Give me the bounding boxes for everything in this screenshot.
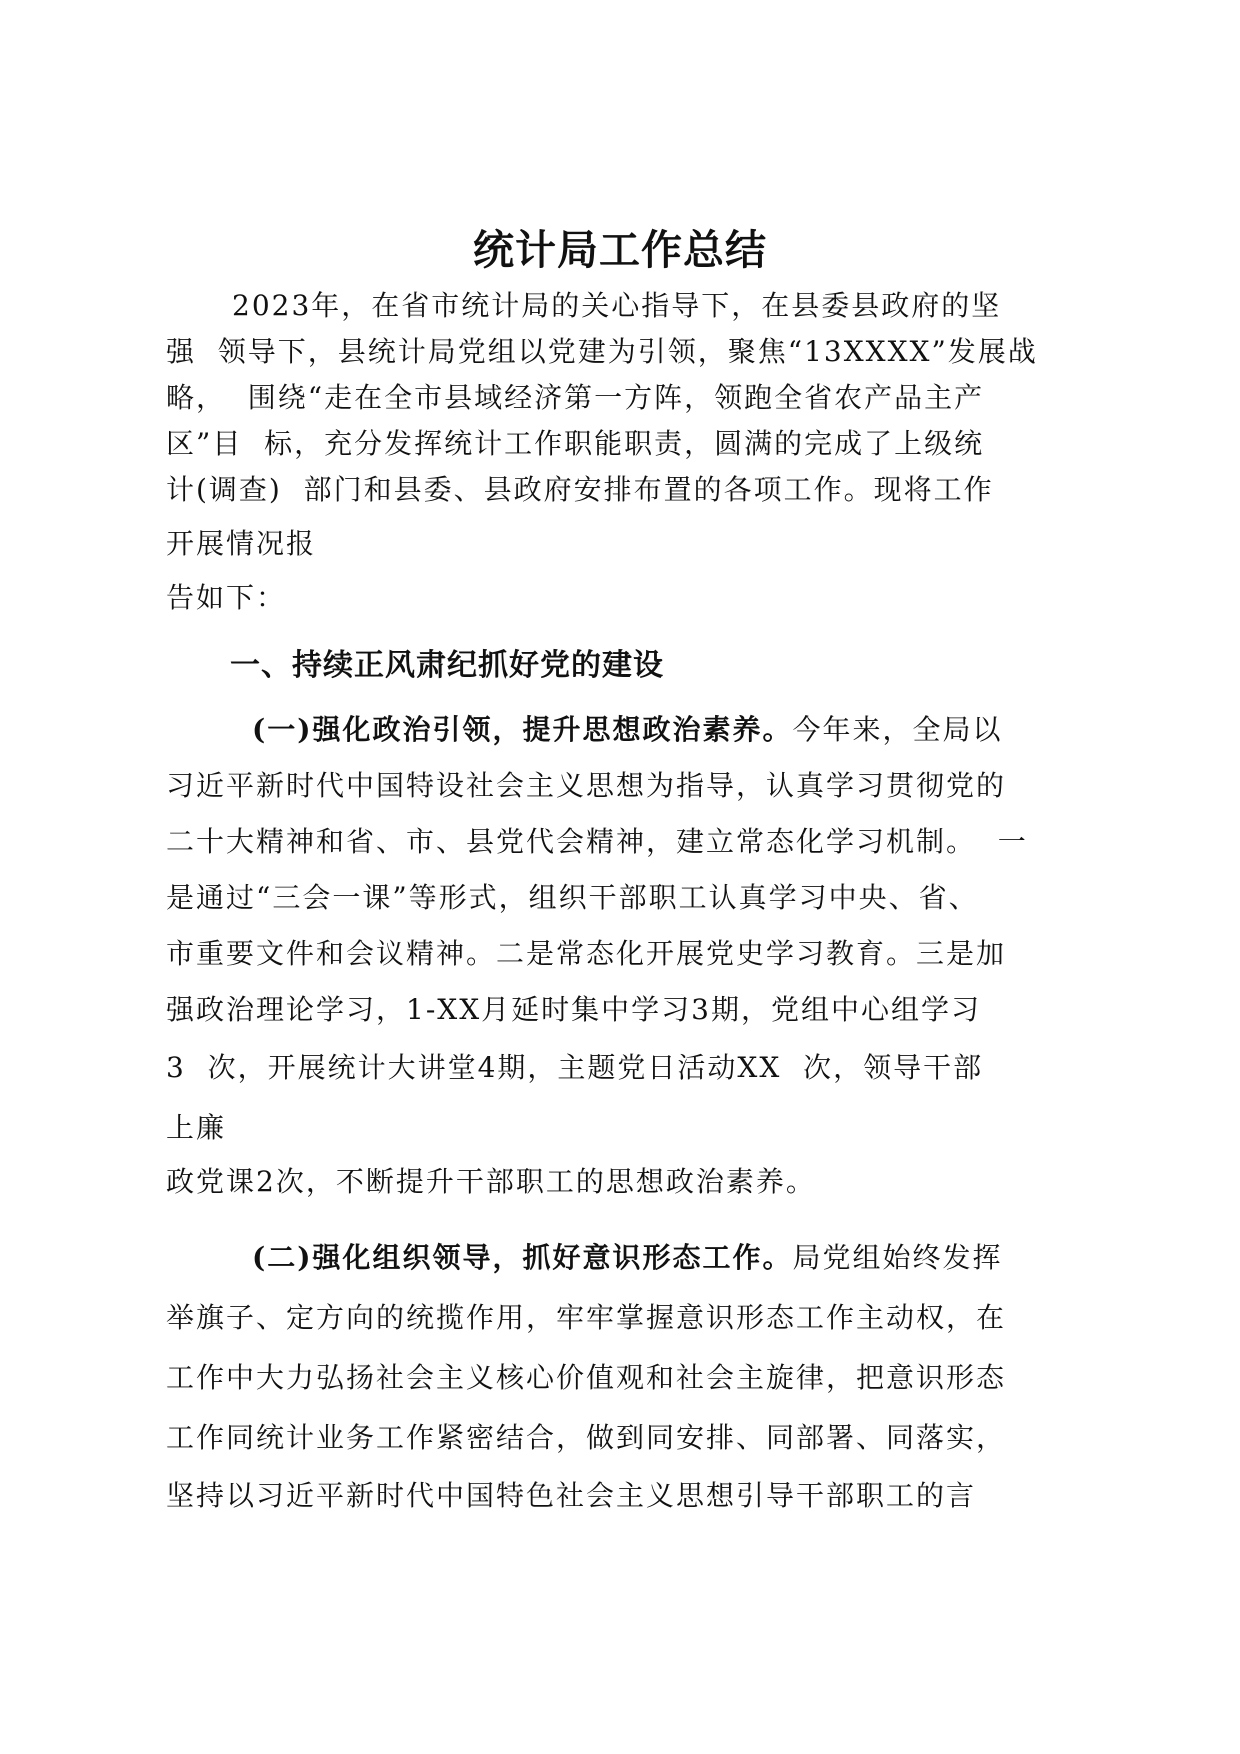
paragraph-line: 政党课2次，不断提升干部职工的思想政治素养。 — [166, 1165, 816, 1198]
paragraph-line: 上廉 — [166, 1111, 227, 1144]
paragraph-lead: (一)强化政治引领，提升思想政治素养。 — [252, 713, 793, 746]
paragraph-line: 是通过“三会一课”等形式，组织干部职工认真学习中央、省、 — [166, 881, 979, 914]
paragraph-line: 习近平新时代中国特设社会主义思想为指导，认真学习贯彻党的 — [166, 769, 1007, 802]
intro-line: 2023年，在省市统计局的关心指导下，在县委县政府的坚 — [232, 289, 1002, 322]
paragraph-text: 今年来，全局以 — [792, 713, 1003, 746]
paragraph-first-line — [252, 710, 1003, 750]
intro-line: 略， 围绕“走在全市县域经济第一方阵，领跑全省农产品主产 — [166, 381, 985, 414]
paragraph-line: 强政治理论学习，1-XX月延时集中学习3期，党组中心组学习 — [166, 993, 981, 1026]
paragraph-text: 局党组始终发挥 — [792, 1241, 1003, 1274]
paragraph-first-line — [252, 1238, 1003, 1278]
document-title: 统计局工作总结 — [473, 226, 767, 274]
intro-line: 区”目 标，充分发挥统计工作职能职责，圆满的完成了上级统 — [166, 427, 985, 460]
paragraph-line: 二十大精神和省、市、县党代会精神，建立常态化学习机制。 一 — [166, 825, 1028, 858]
paragraph-lead: (二)强化组织领导，抓好意识形态工作。 — [252, 1241, 793, 1274]
section-heading: 一、持续正风肃纪抓好党的建设 — [230, 648, 664, 683]
intro-line: 告如下： — [166, 581, 287, 614]
paragraph-line: 3 次，开展统计大讲堂4期，主题党日活动XX 次，领导干部 — [166, 1051, 984, 1084]
intro-line: 计(调查) 部门和县委、县政府安排布置的各项工作。现将工作 — [166, 473, 994, 506]
paragraph-line: 工作中大力弘扬社会主义核心价值观和社会主旋律，把意识形态 — [166, 1361, 1007, 1394]
paragraph-line: 工作同统计业务工作紧密结合，做到同安排、同部署、同落实， — [166, 1421, 1007, 1454]
paragraph-line: 举旗子、定方向的统揽作用，牢牢掌握意识形态工作主动权，在 — [166, 1301, 1007, 1334]
intro-line: 开展情况报 — [166, 527, 317, 560]
paragraph-line: 坚持以习近平新时代中国特色社会主义思想引导干部职工的言 — [166, 1479, 977, 1512]
paragraph-line: 市重要文件和会议精神。二是常态化开展党史学习教育。三是加 — [166, 937, 1007, 970]
intro-line: 强 领导下，县统计局党组以党建为引领，聚焦“13XXXX”发展战 — [166, 335, 1038, 368]
